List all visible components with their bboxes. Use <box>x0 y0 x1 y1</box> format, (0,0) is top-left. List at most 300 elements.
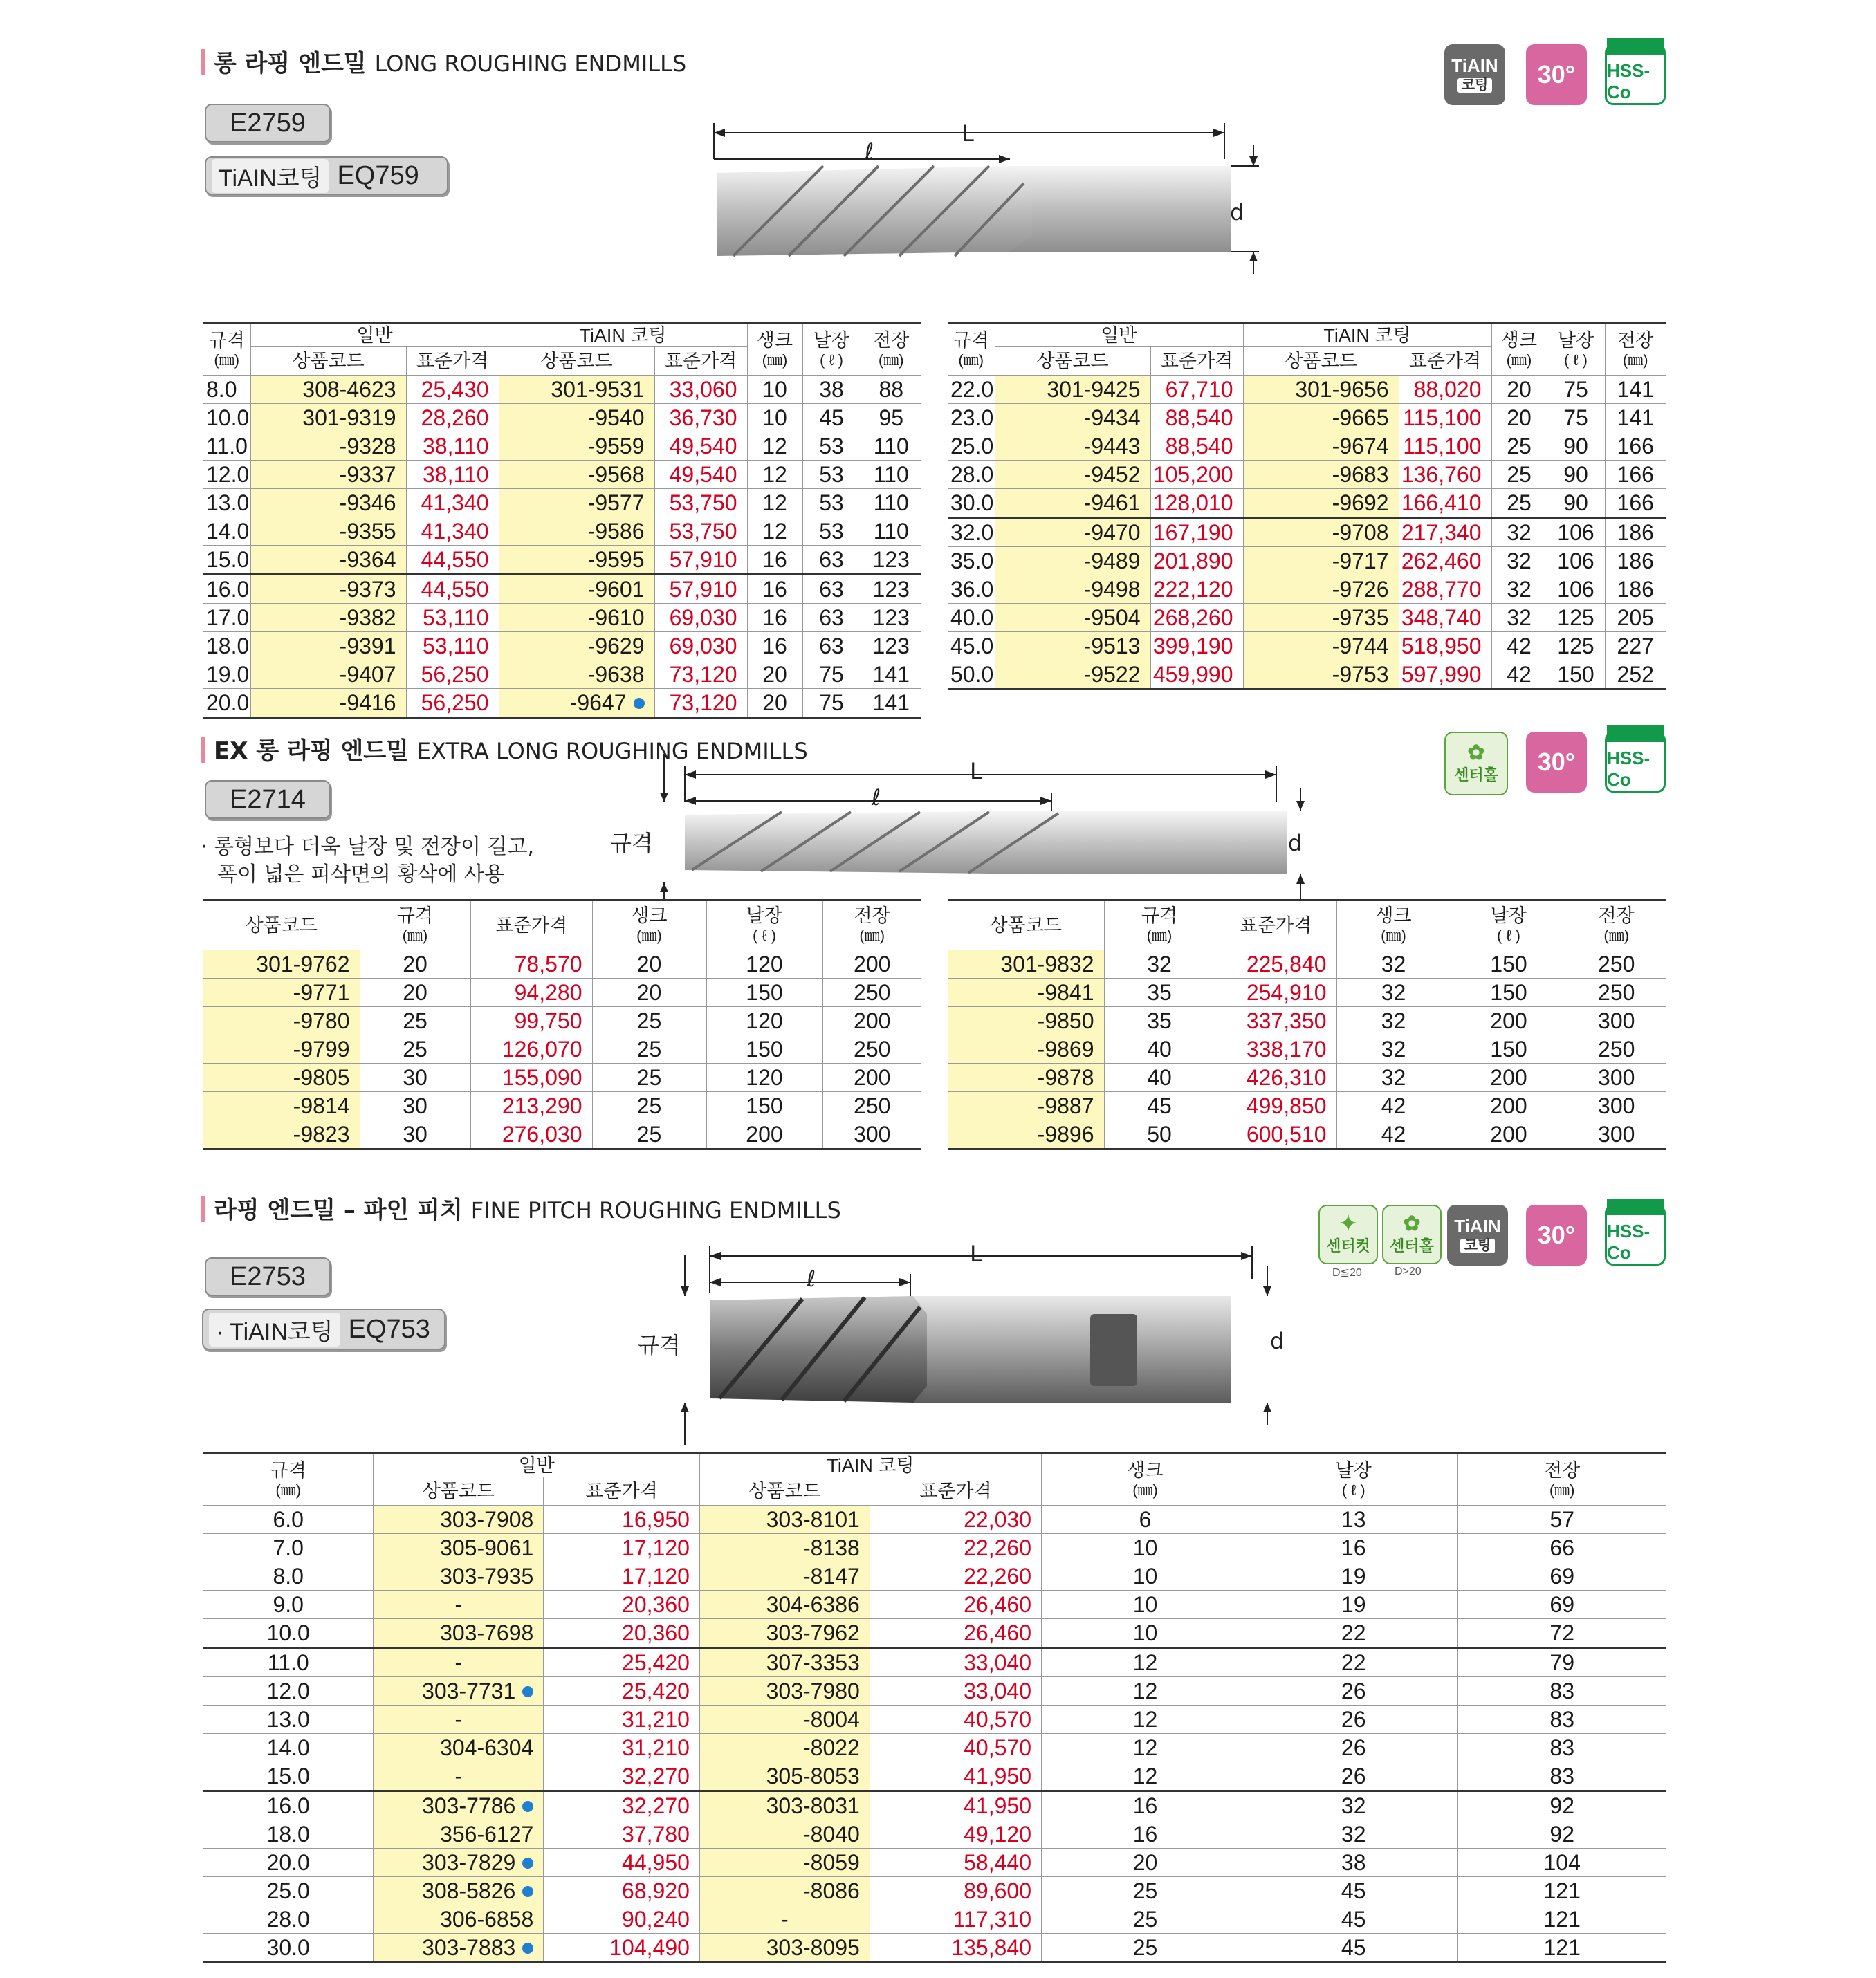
header-unit: ( ℓ ) <box>1497 927 1520 944</box>
flutes <box>717 166 1032 256</box>
header-unit: (㎜) <box>762 351 788 369</box>
flower-icon: ✿ <box>1403 1212 1421 1235</box>
cell-general-price: 32,270 <box>544 1762 700 1791</box>
note-line: 폭이 넓은 피삭면의 황삭에 사용 <box>217 862 504 887</box>
cell-shank: 16 <box>747 604 802 632</box>
cell-general-price: 17,120 <box>544 1562 700 1591</box>
cell-size: 8.0 <box>203 376 250 404</box>
cell-shank: 32 <box>1336 979 1451 1007</box>
fine-pitch-table <box>203 1452 1666 1963</box>
dim-d-label: d <box>1270 1328 1285 1354</box>
cell-general-code: -9328 <box>250 432 406 461</box>
cell-price: 337,350 <box>1215 1007 1336 1035</box>
cell-tialn-price: 33,040 <box>870 1677 1041 1706</box>
cell-tialn-code: -9708 <box>1243 518 1399 547</box>
table-row <box>948 979 1666 1007</box>
header-text: 날장 <box>1490 905 1527 926</box>
cell-tialn-code: -9683 <box>1243 461 1399 489</box>
cell-flute: 120 <box>706 950 822 979</box>
cell-size: 15.0 <box>203 1762 374 1791</box>
header-unit: (㎜) <box>1506 351 1532 369</box>
cell-shank: 12 <box>1042 1706 1249 1734</box>
cell-size: 16.0 <box>203 575 250 604</box>
badge-text: 센터홀 <box>1390 1237 1434 1255</box>
cell-flute: 120 <box>706 1007 822 1035</box>
cell-price: 99,750 <box>470 1007 592 1035</box>
title-english: EXTRA LONG ROUGHING ENDMILLS <box>416 738 808 764</box>
header-text: 날장 <box>1557 329 1594 351</box>
header-text: 상품코드 <box>245 914 318 936</box>
cell-tialn-code: -8022 <box>699 1734 870 1762</box>
header-shank <box>1491 324 1547 376</box>
cell-overall: 252 <box>1605 660 1666 690</box>
cell-tialn-code: 307-3353 <box>699 1648 870 1677</box>
table-row <box>203 1820 1666 1849</box>
cell-size: 30.0 <box>948 489 995 518</box>
table-row <box>948 1064 1666 1092</box>
header-general: 일반 <box>250 324 499 347</box>
dim-d-label: d <box>1230 199 1244 225</box>
header-text: 생크 <box>1375 905 1412 926</box>
header-code: 상품코드 <box>499 347 654 376</box>
coating-code-tag <box>202 1309 445 1350</box>
cell-tialn-code: -8147 <box>699 1562 870 1591</box>
product-note <box>201 833 534 889</box>
header-price: 표준가격 <box>406 347 499 376</box>
table-row <box>948 404 1666 432</box>
cell-tialn-code: -9726 <box>1243 575 1399 604</box>
coating-label: · TiAIN코팅 <box>209 1313 340 1347</box>
cell-general-code: - <box>374 1762 544 1791</box>
cell-flute: 53 <box>802 432 861 461</box>
section-title-long-roughing <box>201 44 686 78</box>
table-row <box>203 1762 1666 1791</box>
cell-price: 254,910 <box>1215 979 1336 1007</box>
cell-general-code: 303-7908 <box>374 1506 544 1534</box>
cell-size: 30.0 <box>203 1934 374 1963</box>
cell-shank: 10 <box>1042 1591 1249 1619</box>
cell-tialn-price: 348,740 <box>1399 604 1491 632</box>
badge-text: HSS-Co <box>1607 60 1650 102</box>
table-row <box>948 1120 1666 1149</box>
stock-dot-icon <box>522 1858 533 1869</box>
cell-shank: 32 <box>1336 1007 1451 1035</box>
cell-general-price: 88,540 <box>1150 432 1243 461</box>
cell-flute: 200 <box>706 1120 822 1149</box>
header-unit: (㎜) <box>1603 927 1630 944</box>
cell-flute: 63 <box>802 575 861 604</box>
table-row <box>203 1849 1666 1877</box>
header-text: 표준가격 <box>495 914 568 936</box>
cell-flute: 150 <box>706 1035 822 1064</box>
helix-30-badge <box>1526 1205 1587 1266</box>
cell-tialn-code: -8138 <box>699 1534 870 1562</box>
cell-price: 155,090 <box>470 1064 592 1092</box>
cell-overall: 166 <box>1605 489 1666 518</box>
cell-tialn-price: 135,840 <box>870 1934 1041 1963</box>
table-row <box>203 1007 921 1035</box>
cell-flute: 150 <box>706 1092 822 1120</box>
cell-tialn-code: 301-9531 <box>499 376 654 404</box>
coating-code-tag <box>205 156 448 195</box>
cell-general-code: 301-9319 <box>250 404 406 432</box>
cell-flute: 200 <box>1451 1092 1567 1120</box>
cell-tialn-code: -9674 <box>1243 432 1399 461</box>
cell-size: 14.0 <box>203 517 250 546</box>
cell-shank: 25 <box>1042 1905 1249 1934</box>
cell-overall: 141 <box>861 660 921 689</box>
cell-flute: 200 <box>1451 1064 1567 1092</box>
cell-tialn-code: -9540 <box>499 404 654 432</box>
cell-overall: 72 <box>1458 1619 1666 1648</box>
cell-flute: 120 <box>706 1064 822 1092</box>
cell-overall: 300 <box>1567 1092 1666 1120</box>
header-flute <box>1451 900 1567 950</box>
title-korean: 라핑 엔드밀 – 파인 피치 <box>214 1196 463 1224</box>
cell-shank: 16 <box>747 632 802 660</box>
cell-tialn-code: -9744 <box>1243 632 1399 660</box>
table-row <box>948 489 1666 518</box>
badge-text: TiAIN <box>1454 1215 1501 1237</box>
cell-flute: 26 <box>1249 1706 1458 1734</box>
cell-overall: 110 <box>861 489 921 517</box>
title-korean: EX 롱 라핑 엔드밀 <box>214 737 410 765</box>
cell-flute: 53 <box>802 517 861 546</box>
cell-tialn-price: 57,910 <box>654 575 747 604</box>
cell-flute: 90 <box>1547 461 1605 489</box>
cell-shank: 25 <box>592 1120 706 1149</box>
cell-general-price: 32,270 <box>544 1791 700 1820</box>
cell-general-code: 303-7786 <box>374 1791 544 1820</box>
cell-general-price: 459,990 <box>1150 660 1243 690</box>
cell-overall: 79 <box>1458 1648 1666 1677</box>
cell-overall: 166 <box>1605 432 1666 461</box>
table-row <box>203 376 921 404</box>
cell-general-code: 303-7829 <box>374 1849 544 1877</box>
header-price <box>1215 900 1336 950</box>
coating-code: EQ759 <box>337 160 419 190</box>
shank <box>1051 811 1287 874</box>
table-row <box>948 547 1666 575</box>
badge-subtext: 코팅 <box>1457 78 1493 93</box>
cell-size: 7.0 <box>203 1534 374 1562</box>
cell-size: 18.0 <box>203 1820 374 1849</box>
table-row <box>203 404 921 432</box>
header-tialn: TiAIN 코팅 <box>499 324 747 347</box>
cell-shank: 25 <box>1491 461 1547 489</box>
cell-general-code: -9416 <box>250 689 406 718</box>
cell-size: 19.0 <box>203 660 250 689</box>
cell-tialn-price: 33,060 <box>654 376 747 404</box>
header-code: 상품코드 <box>250 347 406 376</box>
dim-L-label: L <box>970 758 982 784</box>
cell-general-price: 31,210 <box>544 1706 700 1734</box>
cell-general-price: 38,110 <box>406 432 499 461</box>
cell-overall: 123 <box>861 575 921 604</box>
cell-tialn-code: -9577 <box>499 489 654 517</box>
cell-overall: 186 <box>1605 547 1666 575</box>
cell-code: 301-9832 <box>948 950 1104 979</box>
header-text: 생크 <box>631 905 668 926</box>
cell-tialn-code: -9586 <box>499 517 654 546</box>
cell-shank: 25 <box>1491 432 1547 461</box>
cell-general-price: 25,430 <box>406 376 499 404</box>
cell-tialn-code: - <box>699 1905 870 1934</box>
cell-size: 28.0 <box>203 1905 374 1934</box>
cell-code: -9896 <box>948 1120 1104 1149</box>
section-title-fine-pitch-roughing <box>201 1191 841 1225</box>
cell-overall: 250 <box>1567 950 1666 979</box>
header-unit: (㎜) <box>1549 1481 1575 1499</box>
cell-shank: 32 <box>1336 950 1451 979</box>
header-text: 규격 <box>953 329 989 351</box>
cell-shank: 16 <box>1042 1820 1249 1849</box>
cell-general-price: 44,550 <box>406 546 499 575</box>
product-code: E2714 <box>230 784 306 814</box>
cell-tialn-code: 304-6386 <box>699 1591 870 1619</box>
table-row <box>203 632 921 660</box>
table-row <box>948 1035 1666 1064</box>
cell-overall: 121 <box>1458 1877 1666 1905</box>
cell-general-code: - <box>374 1591 544 1619</box>
cell-overall: 250 <box>822 1035 921 1064</box>
cell-size: 14.0 <box>203 1734 374 1762</box>
header-general: 일반 <box>374 1454 700 1477</box>
header-text: 전장 <box>1617 329 1654 351</box>
cell-size: 25.0 <box>203 1877 374 1905</box>
cell-size: 11.0 <box>203 432 250 461</box>
cell-general-code: 308-5826 <box>374 1877 544 1905</box>
dim-L-label: L <box>962 120 974 147</box>
cell-flute: 53 <box>802 461 861 489</box>
product-code: E2753 <box>230 1261 306 1291</box>
cell-overall: 66 <box>1458 1534 1666 1562</box>
title-english: FINE PITCH ROUGHING ENDMILLS <box>470 1197 841 1223</box>
cell-overall: 92 <box>1458 1820 1666 1849</box>
cell-tialn-code: -9665 <box>1243 404 1399 432</box>
cell-general-code: -9443 <box>995 432 1150 461</box>
cell-flute: 125 <box>1547 604 1605 632</box>
cell-tialn-price: 36,730 <box>654 404 747 432</box>
cell-general-code: -9504 <box>995 604 1150 632</box>
cell-flute: 125 <box>1547 632 1605 660</box>
cell-tialn-code: 303-8101 <box>699 1506 870 1534</box>
cell-general-price: 25,420 <box>544 1677 700 1706</box>
header-code: 상품코드 <box>374 1477 544 1506</box>
helix-30-badge <box>1526 44 1587 105</box>
cell-size: 32.0 <box>948 518 995 547</box>
cell-code: -9841 <box>948 979 1104 1007</box>
cell-general-code: -9513 <box>995 632 1150 660</box>
cell-flute: 19 <box>1249 1591 1458 1619</box>
cell-tialn-price: 73,120 <box>654 689 747 718</box>
cell-general-code: 303-7731 <box>374 1677 544 1706</box>
header-shank <box>747 324 802 376</box>
cell-shank: 42 <box>1491 660 1547 690</box>
header-text: 전장 <box>1598 905 1635 926</box>
cell-price: 126,070 <box>470 1035 592 1064</box>
cell-shank: 25 <box>592 1035 706 1064</box>
cell-tialn-code: -8004 <box>699 1706 870 1734</box>
center-hole-badge <box>1444 732 1508 795</box>
cell-shank: 32 <box>1491 547 1547 575</box>
header-code <box>203 900 360 950</box>
cell-tialn-price: 69,030 <box>654 632 747 660</box>
shank-flat <box>1090 1314 1137 1386</box>
cell-shank: 16 <box>1042 1791 1249 1820</box>
cell-size: 20 <box>360 979 470 1007</box>
header-size <box>360 900 470 950</box>
cell-general-code: 305-9061 <box>374 1534 544 1562</box>
cell-general-price: 28,260 <box>406 404 499 432</box>
cell-general-price: 128,010 <box>1150 489 1243 518</box>
cell-flute: 90 <box>1547 489 1605 518</box>
table-row <box>203 461 921 489</box>
cell-overall: 121 <box>1458 1934 1666 1963</box>
cell-general-code: -9461 <box>995 489 1150 518</box>
cell-size: 30 <box>360 1064 470 1092</box>
dim-l-label: ℓ <box>872 784 881 811</box>
header-unit: ( ℓ ) <box>1341 1481 1365 1499</box>
cell-tialn-price: 262,460 <box>1399 547 1491 575</box>
cell-overall: 95 <box>861 404 921 432</box>
dim-L-label: L <box>970 1241 982 1267</box>
cell-general-code: 303-7883 <box>374 1934 544 1963</box>
badge-text: HSS-Co <box>1607 1221 1650 1263</box>
header-unit: ( ℓ ) <box>753 927 776 944</box>
cell-tialn-code: -9753 <box>1243 660 1399 690</box>
cell-size: 13.0 <box>203 1706 374 1734</box>
cell-tialn-code: -9601 <box>499 575 654 604</box>
cell-general-code: 356-6127 <box>374 1820 544 1849</box>
header-code <box>948 900 1104 950</box>
table-row <box>203 1506 1666 1534</box>
cell-size: 9.0 <box>203 1591 374 1619</box>
cell-flute: 22 <box>1249 1619 1458 1648</box>
header-flute <box>1249 1454 1458 1506</box>
cell-shank: 10 <box>747 404 802 432</box>
cell-flute: 150 <box>1451 950 1567 979</box>
cell-size: 30 <box>360 1120 470 1149</box>
cell-code: -9878 <box>948 1064 1104 1092</box>
cell-general-code: 301-9425 <box>995 376 1150 404</box>
cell-size: 22.0 <box>948 376 995 404</box>
dim-l-label: ℓ <box>807 1266 816 1292</box>
cell-flute: 75 <box>1547 376 1605 404</box>
header-text: 전장 <box>854 905 890 926</box>
cell-size: 32 <box>1104 950 1215 979</box>
cell-tialn-price: 136,760 <box>1399 461 1491 489</box>
header-tialn: TiAIN 코팅 <box>699 1454 1041 1477</box>
cell-size: 35 <box>1104 979 1215 1007</box>
cell-general-price: 25,420 <box>544 1648 700 1677</box>
header-text: 상품코드 <box>989 914 1062 936</box>
tialn-coating-badge <box>1444 44 1505 105</box>
cell-general-price: 56,250 <box>406 660 499 689</box>
cell-shank: 20 <box>1491 404 1547 432</box>
table-row <box>203 1064 921 1092</box>
table-row <box>948 604 1666 632</box>
cell-tialn-price: 73,120 <box>654 660 747 689</box>
cell-overall: 250 <box>1567 1035 1666 1064</box>
cell-price: 94,280 <box>470 979 592 1007</box>
header-text: 생크 <box>756 329 793 351</box>
cell-shank: 12 <box>747 461 802 489</box>
cell-tialn-code: -9568 <box>499 461 654 489</box>
cell-size: 20 <box>360 950 470 979</box>
cell-code: 301-9762 <box>203 950 360 979</box>
cell-general-price: 53,110 <box>406 604 499 632</box>
table-row <box>203 1791 1666 1820</box>
cell-tialn-code: -8086 <box>699 1877 870 1905</box>
cell-overall: 141 <box>1605 376 1666 404</box>
long-endmill-table-right <box>948 322 1666 690</box>
cell-tialn-price: 40,570 <box>870 1706 1041 1734</box>
cell-general-price: 88,540 <box>1150 404 1243 432</box>
cell-overall: 141 <box>861 689 921 718</box>
badge-subtext: 코팅 <box>1460 1239 1496 1253</box>
cell-tialn-price: 58,440 <box>870 1849 1041 1877</box>
dim-d-label: d <box>1288 830 1303 856</box>
header-flute <box>1547 324 1605 376</box>
table-row <box>203 689 921 718</box>
cell-shank: 12 <box>1042 1677 1249 1706</box>
cell-shank: 32 <box>1491 604 1547 632</box>
cell-tialn-code: -8040 <box>699 1820 870 1849</box>
cell-code: -9771 <box>203 979 360 1007</box>
cell-shank: 6 <box>1042 1506 1249 1534</box>
cell-shank: 42 <box>1336 1120 1451 1149</box>
header-text: 규격 <box>1141 905 1178 926</box>
cell-shank: 12 <box>1042 1648 1249 1677</box>
note-line: · 롱형보다 더욱 날장 및 전장이 길고, <box>201 835 535 859</box>
cell-general-price: 105,200 <box>1150 461 1243 489</box>
cell-overall: 200 <box>822 1064 921 1092</box>
cell-general-price: 68,920 <box>544 1877 700 1905</box>
cell-overall: 83 <box>1458 1706 1666 1734</box>
cell-general-code: 303-7698 <box>374 1619 544 1648</box>
table-row <box>203 1734 1666 1762</box>
cell-shank: 32 <box>1491 518 1547 547</box>
table-row <box>948 376 1666 404</box>
cell-flute: 53 <box>802 489 861 517</box>
cell-tialn-code: 303-7962 <box>699 1619 870 1648</box>
header-general: 일반 <box>995 324 1243 347</box>
cell-tialn-code: -9595 <box>499 546 654 575</box>
cell-tialn-price: 40,570 <box>870 1734 1041 1762</box>
cell-tialn-price: 166,410 <box>1399 489 1491 518</box>
cell-overall: 186 <box>1605 575 1666 604</box>
cell-tialn-price: 89,600 <box>870 1877 1041 1905</box>
cell-flute: 63 <box>802 546 861 575</box>
cell-tialn-price: 49,540 <box>654 461 747 489</box>
badge-text: 30° <box>1537 748 1576 776</box>
cell-shank: 16 <box>747 546 802 575</box>
cell-general-code: -9346 <box>250 489 406 517</box>
header-unit: (㎜) <box>275 1481 302 1499</box>
badge-band <box>1607 1199 1664 1215</box>
cell-overall: 110 <box>861 432 921 461</box>
tialn-coating-badge <box>1447 1205 1508 1266</box>
cell-tialn-code: -9559 <box>499 432 654 461</box>
table-row <box>203 1706 1666 1734</box>
cell-shank: 25 <box>592 1007 706 1035</box>
header-unit: ( ℓ ) <box>1564 351 1588 369</box>
cell-overall: 110 <box>861 461 921 489</box>
cell-general-price: 53,110 <box>406 632 499 660</box>
cell-size: 20.0 <box>203 1849 374 1877</box>
table-row <box>948 432 1666 461</box>
